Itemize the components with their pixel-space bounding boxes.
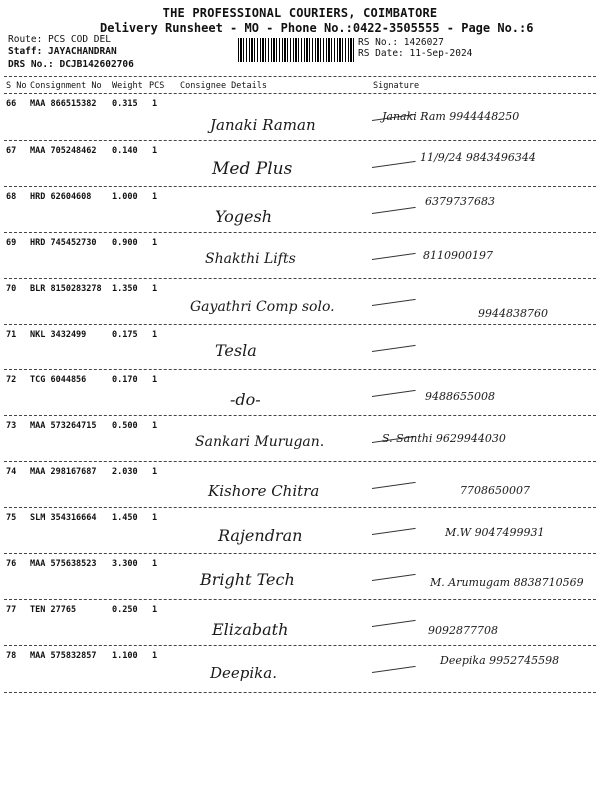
row-consignee: Sankari Murugan. — [195, 434, 325, 450]
row-signature: 9488655008 — [425, 390, 495, 403]
row-signature: 7708650007 — [460, 484, 530, 497]
row-weight: 0.250 — [112, 605, 138, 615]
col-header-weight: Weight — [112, 81, 143, 91]
row-sno: 75 — [6, 513, 17, 523]
row-consignee: Tesla — [215, 341, 257, 360]
signature-scribble — [372, 345, 416, 352]
row-pcs: 1 — [152, 421, 158, 431]
header-divider-bottom — [4, 93, 596, 94]
row-weight: 2.030 — [112, 467, 138, 477]
runsheet-title: THE PROFESSIONAL COURIERS, COIMBATORE — [162, 6, 438, 20]
row-consignment-no: HRD 62604608 — [30, 192, 92, 202]
row-pcs: 1 — [152, 330, 158, 340]
row-signature: M. Arumugam 8838710569 — [430, 576, 584, 589]
row-sno: 70 — [6, 284, 17, 294]
row-weight: 1.100 — [112, 651, 138, 661]
row-pcs: 1 — [152, 238, 158, 248]
signature-scribble — [372, 528, 416, 535]
row-consignee: Elizabath — [212, 620, 289, 639]
row-consignment-no: NKL 3432499 — [30, 330, 87, 340]
col-header-consignee: Consignee Details — [180, 81, 267, 91]
row-consignment-no: BLR 8150283278 — [30, 284, 102, 294]
row-signature: 9944838760 — [478, 307, 548, 320]
row-weight: 0.140 — [112, 146, 138, 156]
row-divider — [4, 232, 596, 233]
barcode-image — [238, 38, 354, 62]
row-sno: 69 — [6, 238, 17, 248]
header-divider-top — [4, 76, 596, 77]
row-divider — [4, 186, 596, 187]
row-consignee: Med Plus — [212, 159, 293, 179]
row-consignment-no: MAA 705248462 — [30, 146, 97, 156]
row-divider — [4, 553, 596, 554]
row-pcs: 1 — [152, 605, 158, 615]
row-divider — [4, 278, 596, 279]
row-pcs: 1 — [152, 559, 158, 569]
rs-number: RS No.: 1426027 — [358, 37, 444, 48]
row-consignment-no: SLM 354316664 — [30, 513, 97, 523]
rs-date: RS Date: 11-Sep-2024 — [358, 48, 473, 59]
signature-scribble — [372, 620, 416, 627]
row-weight: 1.450 — [112, 513, 138, 523]
row-signature: 8110900197 — [423, 249, 493, 262]
route-label: Route: PCS COD DEL — [8, 34, 111, 45]
row-weight: 0.500 — [112, 421, 138, 431]
col-header-pcs: PCS — [149, 81, 165, 91]
row-consignee: Deepika. — [210, 664, 277, 682]
row-divider — [4, 507, 596, 508]
row-signature: 11/9/24 9843496344 — [420, 151, 536, 164]
row-divider — [4, 645, 596, 646]
row-pcs: 1 — [152, 375, 158, 385]
row-consignment-no: MAA 573264715 — [30, 421, 97, 431]
row-consignee: Shakthi Lifts — [205, 251, 296, 267]
row-weight: 0.175 — [112, 330, 138, 340]
signature-scribble — [372, 253, 416, 260]
col-header-sno: S No — [6, 81, 27, 91]
row-weight: 3.300 — [112, 559, 138, 569]
row-sno: 76 — [6, 559, 17, 569]
row-sno: 71 — [6, 330, 17, 340]
signature-scribble — [372, 161, 416, 168]
row-consignee: -do- — [230, 390, 261, 409]
row-sno: 78 — [6, 651, 17, 661]
drs-number: DRS No.: DCJB142602706 — [8, 59, 134, 70]
row-pcs: 1 — [152, 513, 158, 523]
row-consignment-no: MAA 866515382 — [30, 99, 97, 109]
row-divider — [4, 599, 596, 600]
row-divider — [4, 369, 596, 370]
row-pcs: 1 — [152, 192, 158, 202]
row-pcs: 1 — [152, 651, 158, 661]
row-sno: 68 — [6, 192, 17, 202]
row-sno: 66 — [6, 99, 17, 109]
row-consignment-no: TEN 27765 — [30, 605, 77, 615]
row-signature: 6379737683 — [425, 195, 495, 208]
row-divider — [4, 415, 596, 416]
row-consignment-no: MAA 575638523 — [30, 559, 97, 569]
row-consignee: Janaki Raman — [210, 116, 316, 134]
runsheet-subtitle: Delivery Runsheet - MO - Phone No.:0422-3505555 - Page No.:6 — [100, 21, 534, 35]
row-divider — [4, 692, 596, 693]
staff-label: Staff: JAYACHANDRAN — [8, 46, 117, 57]
row-pcs: 1 — [152, 99, 158, 109]
signature-scribble — [372, 207, 416, 214]
row-signature: 9092877708 — [428, 624, 498, 637]
row-sno: 73 — [6, 421, 17, 431]
row-weight: 1.350 — [112, 284, 138, 294]
row-pcs: 1 — [152, 284, 158, 294]
row-sno: 67 — [6, 146, 17, 156]
signature-scribble — [372, 482, 416, 489]
row-consignment-no: TCG 6044856 — [30, 375, 87, 385]
row-signature: M.W 9047499931 — [445, 526, 545, 539]
row-weight: 0.900 — [112, 238, 138, 248]
signature-scribble — [372, 390, 416, 397]
row-weight: 0.315 — [112, 99, 138, 109]
signature-scribble — [372, 666, 416, 673]
row-divider — [4, 461, 596, 462]
row-signature: Janaki Ram 9944448250 — [382, 110, 520, 123]
row-consignment-no: HRD 745452730 — [30, 238, 97, 248]
row-signature: S. Santhi 9629944030 — [382, 432, 506, 445]
row-weight: 1.000 — [112, 192, 138, 202]
row-weight: 0.170 — [112, 375, 138, 385]
row-signature: Deepika 9952745598 — [440, 654, 560, 667]
col-header-signature: Signature — [373, 81, 420, 91]
row-consignment-no: MAA 298167687 — [30, 467, 97, 477]
row-consignee: Rajendran — [218, 526, 303, 545]
signature-scribble — [372, 574, 416, 581]
col-header-consignment: Consignment No — [30, 81, 102, 91]
row-pcs: 1 — [152, 146, 158, 156]
row-consignee: Gayathri Comp solo. — [190, 299, 335, 315]
row-sno: 72 — [6, 375, 17, 385]
row-sno: 77 — [6, 605, 17, 615]
signature-scribble — [372, 299, 416, 306]
row-consignee: Bright Tech — [200, 570, 295, 589]
row-consignment-no: MAA 575832857 — [30, 651, 97, 661]
row-consignee: Kishore Chitra — [208, 482, 320, 500]
row-consignee: Yogesh — [215, 207, 273, 226]
row-divider — [4, 324, 596, 325]
row-divider — [4, 140, 596, 141]
row-sno: 74 — [6, 467, 17, 477]
row-pcs: 1 — [152, 467, 158, 477]
